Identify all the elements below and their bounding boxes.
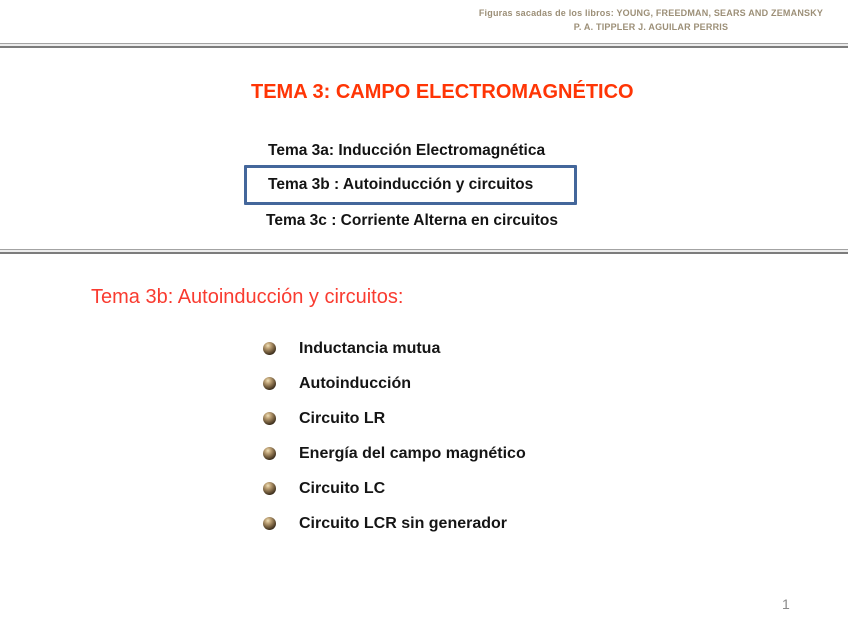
section-heading: Tema 3b: Autoinducción y circuitos:	[91, 286, 404, 308]
bullet-label: Circuito LR	[299, 409, 386, 427]
list-item	[263, 514, 526, 533]
bullet-list	[263, 339, 526, 549]
page-number: 1	[782, 596, 790, 612]
toc-item-tema-3b-highlighted: Tema 3b : Autoinducción y circuitos	[244, 165, 577, 205]
top-divider	[0, 43, 848, 48]
mid-divider	[0, 249, 848, 254]
sphere-bullet-icon	[263, 482, 276, 495]
list-item	[263, 444, 526, 463]
list-item	[263, 409, 526, 428]
sphere-bullet-icon	[263, 517, 276, 530]
list-item	[263, 479, 526, 498]
toc-item-tema-3c: Tema 3c : Corriente Alterna en circuitos	[266, 212, 559, 229]
sphere-bullet-icon	[263, 342, 276, 355]
list-item	[263, 339, 526, 358]
bullet-label: Inductancia mutua	[299, 339, 441, 357]
bullet-label: Circuito LC	[299, 479, 386, 497]
credit-line-2: P. A. TIPPLER J. AGUILAR PERRIS	[573, 22, 729, 32]
sphere-bullet-icon	[263, 412, 276, 425]
sphere-bullet-icon	[263, 377, 276, 390]
credit-line-1: Figuras sacadas de los libros: YOUNG, FREEDMAN, SEARS AND ZEMANSKY	[478, 8, 824, 18]
bullet-label: Autoinducción	[299, 374, 411, 392]
sphere-bullet-icon	[263, 447, 276, 460]
table-of-contents	[244, 141, 577, 231]
credit-note	[470, 6, 832, 34]
bullet-label: Circuito LCR sin generador	[299, 514, 508, 532]
toc-item-tema-3a: Tema 3a: Inducción Electromagnética	[268, 142, 546, 159]
bullet-label: Energía del campo magnético	[299, 444, 526, 462]
list-item	[263, 374, 526, 393]
slide-title: TEMA 3: CAMPO ELECTROMAGNÉTICO	[251, 81, 634, 103]
